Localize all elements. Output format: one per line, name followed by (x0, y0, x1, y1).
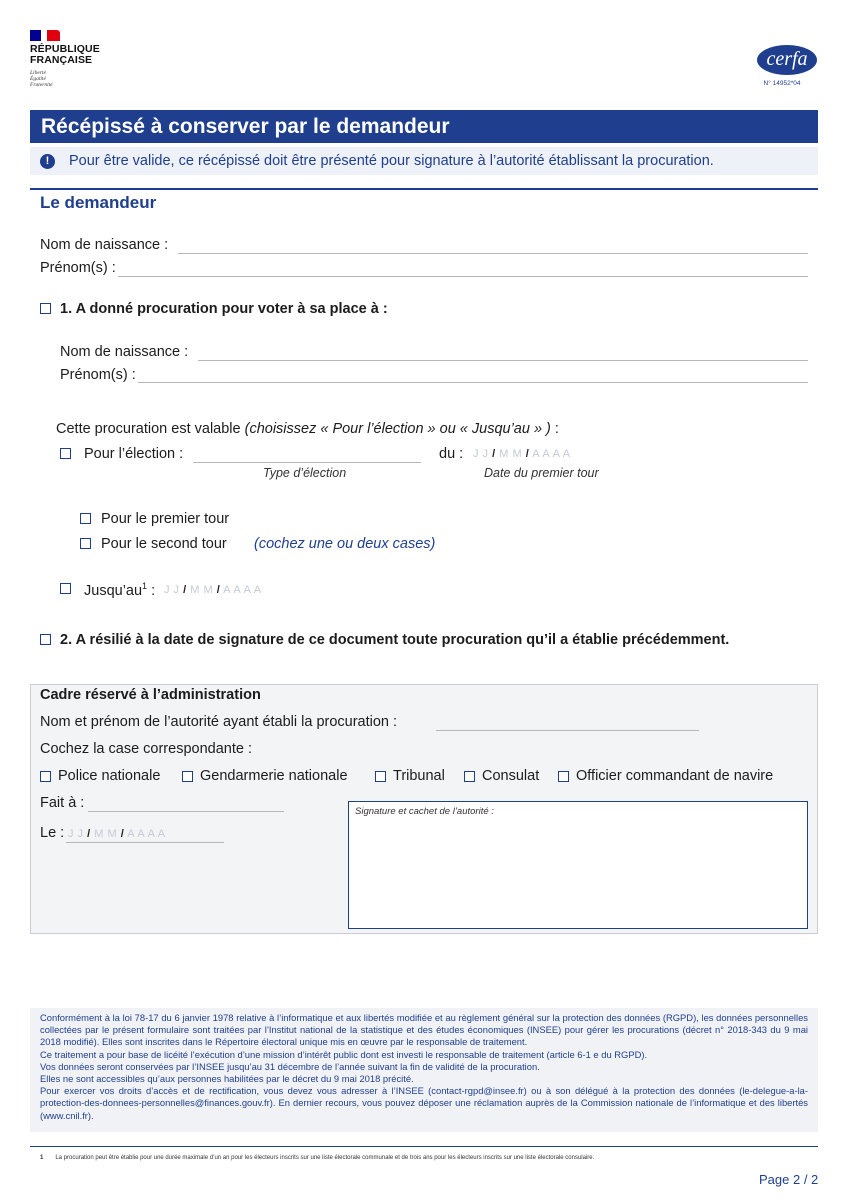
date-separator: / (216, 584, 221, 596)
republic-motto (30, 70, 53, 89)
police-label: Police nationale (58, 768, 161, 784)
republic-line-1: RÉPUBLIQUE (30, 43, 100, 55)
fait-label: Fait à : (40, 795, 85, 811)
date-day-placeholder: J J (473, 448, 489, 460)
motto-fraternite: Fraternité (30, 82, 53, 89)
validity-hint: (choisissez « Pour l’élection » ou « Jusqu’au » ) (244, 421, 551, 437)
date-year-placeholder: A A A A (127, 828, 166, 840)
date-separator: / (525, 448, 530, 460)
demandeur-prenom-field[interactable] (118, 276, 808, 277)
validity-colon: : (550, 421, 559, 437)
date-separator: / (492, 448, 496, 460)
notice-text: Pour être valide, ce récépissé doit être présenté pour signature à l’autorité établissant la procuration. (69, 153, 714, 169)
first-round-date-field[interactable] (473, 448, 571, 460)
footnote-text: La procuration peut être établie pour une durée maximale d’un an pour les électeurs inscrits sur une liste électorale communale et de trois ans pour les électeurs inscrits sur une liste électorale consulaire. (55, 1155, 595, 1161)
authority-field[interactable] (436, 730, 699, 731)
footnote-divider (30, 1146, 818, 1147)
officier-checkbox[interactable] (558, 771, 569, 782)
election-type-caption: Type d’élection (263, 466, 347, 480)
validity-intro (56, 421, 559, 437)
demandeur-prenom-label: Prénom(s) : (40, 260, 116, 276)
second-round-checkbox[interactable] (80, 538, 91, 549)
option1-label: 1. A donné procuration pour voter à sa place à : (60, 301, 388, 317)
footnote-number: 1 (40, 1155, 44, 1161)
until-colon: : (147, 582, 156, 599)
legal-paragraph: Pour exercer vos droits d’accès et de rectification, vous devez vous adresser à l’INSEE (contact-rgpd@insee.fr) ou à son délégué à la protection des données (le-delegue-a-la-protection-des-donnees-personnelles@finances.gouv.fr). En dernier recours, vous pouvez déposer une réclamation auprès de la Commission nationale de l’informatique et des libertés (www.cnil.fr). (40, 1085, 808, 1121)
validity-intro-text: Cette procuration est valable (56, 421, 245, 437)
consulat-label: Consulat (482, 768, 540, 784)
option2-label: 2. A résilié à la date de signature de ce document toute procuration qu’il a établie précédemment. (60, 632, 730, 648)
mandataire-prenom-field[interactable] (138, 382, 808, 383)
election-checkbox[interactable] (60, 448, 71, 459)
motto-egalite: Égalité (30, 76, 46, 83)
election-type-field[interactable] (193, 462, 421, 463)
legal-paragraph: Conformément à la loi 78-17 du 6 janvier 1978 relative à l’informatique et aux libertés modifiée et au règlement général sur la protection des données (RGPD), les données personnelles collectées par le présent formulaire sont traitées par l’Institut national de la statistique et des études économiques (INSEE) pour gérer les procurations (décret n° 2018-343 du 9 mai 2018 modifié). Elles sont inscrites dans le Répertoire électoral unique mis en œuvre par le responsable de traitement. (40, 1012, 808, 1048)
cerfa-logo: cerfa (757, 45, 817, 75)
date-year-placeholder: A A A A (532, 448, 571, 460)
authority-label: Nom et prénom de l’autorité ayant établi la procuration : (40, 714, 398, 730)
mandataire-nom-label: Nom de naissance : (60, 344, 189, 360)
republic-line-2: FRANÇAISE (30, 54, 93, 66)
officier-label: Officier commandant de navire (576, 768, 774, 784)
first-round-date-caption: Date du premier tour (484, 466, 599, 480)
check-instruction: Cochez la case correspondante : (40, 741, 252, 757)
page-number: Page 2 / 2 (759, 1172, 819, 1187)
date-day-placeholder: J J (164, 584, 180, 596)
section-title-demandeur: Le demandeur (40, 193, 157, 212)
signature-box[interactable] (348, 801, 808, 929)
footnote (40, 1155, 594, 1161)
date-year-placeholder: A A A A (223, 584, 262, 596)
gendarmerie-checkbox[interactable] (182, 771, 193, 782)
admin-date-field[interactable] (68, 828, 166, 840)
le-label: Le : (40, 825, 65, 841)
date-separator: / (120, 828, 125, 840)
tribunal-label: Tribunal (393, 768, 445, 784)
signature-label: Signature et cachet de l’autorité : (355, 806, 494, 817)
until-checkbox[interactable] (60, 583, 71, 594)
mandataire-nom-field[interactable] (198, 360, 808, 361)
date-month-placeholder: M M (190, 584, 214, 596)
date-month-placeholder: M M (94, 828, 118, 840)
date-day-placeholder: J J (68, 828, 84, 840)
section-divider (30, 188, 818, 190)
footnote-ref: 1 (142, 581, 148, 591)
republique-francaise-logo (30, 44, 100, 66)
until-date-field[interactable] (164, 584, 262, 596)
validity-notice (30, 147, 818, 175)
mandataire-prenom-label: Prénom(s) : (60, 367, 136, 383)
du-label: du : (439, 446, 464, 462)
admin-date-underline (66, 842, 224, 843)
first-round-label: Pour le premier tour (101, 511, 230, 527)
date-separator: / (87, 828, 91, 840)
legal-paragraph: Elles ne sont accessibles qu’aux personnes habilitées par le décret du 9 mai 2018 précité. (40, 1073, 414, 1085)
page-title: Récépissé à conserver par le demandeur (30, 110, 818, 143)
first-round-checkbox[interactable] (80, 513, 91, 524)
gendarmerie-label: Gendarmerie nationale (200, 768, 348, 784)
admin-title: Cadre réservé à l’administration (40, 687, 261, 703)
demandeur-nom-field[interactable] (178, 253, 808, 254)
legal-notice (30, 1008, 818, 1132)
motto-liberte: Liberté (30, 70, 46, 76)
police-checkbox[interactable] (40, 771, 51, 782)
option1-checkbox[interactable] (40, 303, 51, 314)
marianne-flag-logo (30, 30, 60, 41)
rounds-hint: (cochez une ou deux cases) (254, 536, 436, 552)
cerfa-number: N° 14952*04 (763, 80, 801, 87)
exclamation-icon: ! (40, 154, 55, 169)
legal-paragraph: Vos données seront conservées par l’INSEE jusqu’au 31 décembre de l’année suivant la fin de validité de la procuration. (40, 1060, 540, 1072)
tribunal-checkbox[interactable] (375, 771, 386, 782)
legal-paragraph: Ce traitement a pour base de licéité l’exécution d’une mission d’intérêt public dont est investi le responsable de traitement (article 6-1 e du RGPD). (40, 1048, 648, 1060)
second-round-label: Pour le second tour (101, 536, 227, 552)
date-separator: / (183, 584, 187, 596)
fait-field[interactable] (88, 811, 284, 812)
until-label-text: Jusqu’au (84, 582, 143, 599)
date-month-placeholder: M M (499, 448, 523, 460)
consulat-checkbox[interactable] (464, 771, 475, 782)
election-label: Pour l’élection : (84, 446, 184, 462)
demandeur-nom-label: Nom de naissance : (40, 237, 169, 253)
until-label (84, 581, 155, 599)
option2-checkbox[interactable] (40, 634, 51, 645)
